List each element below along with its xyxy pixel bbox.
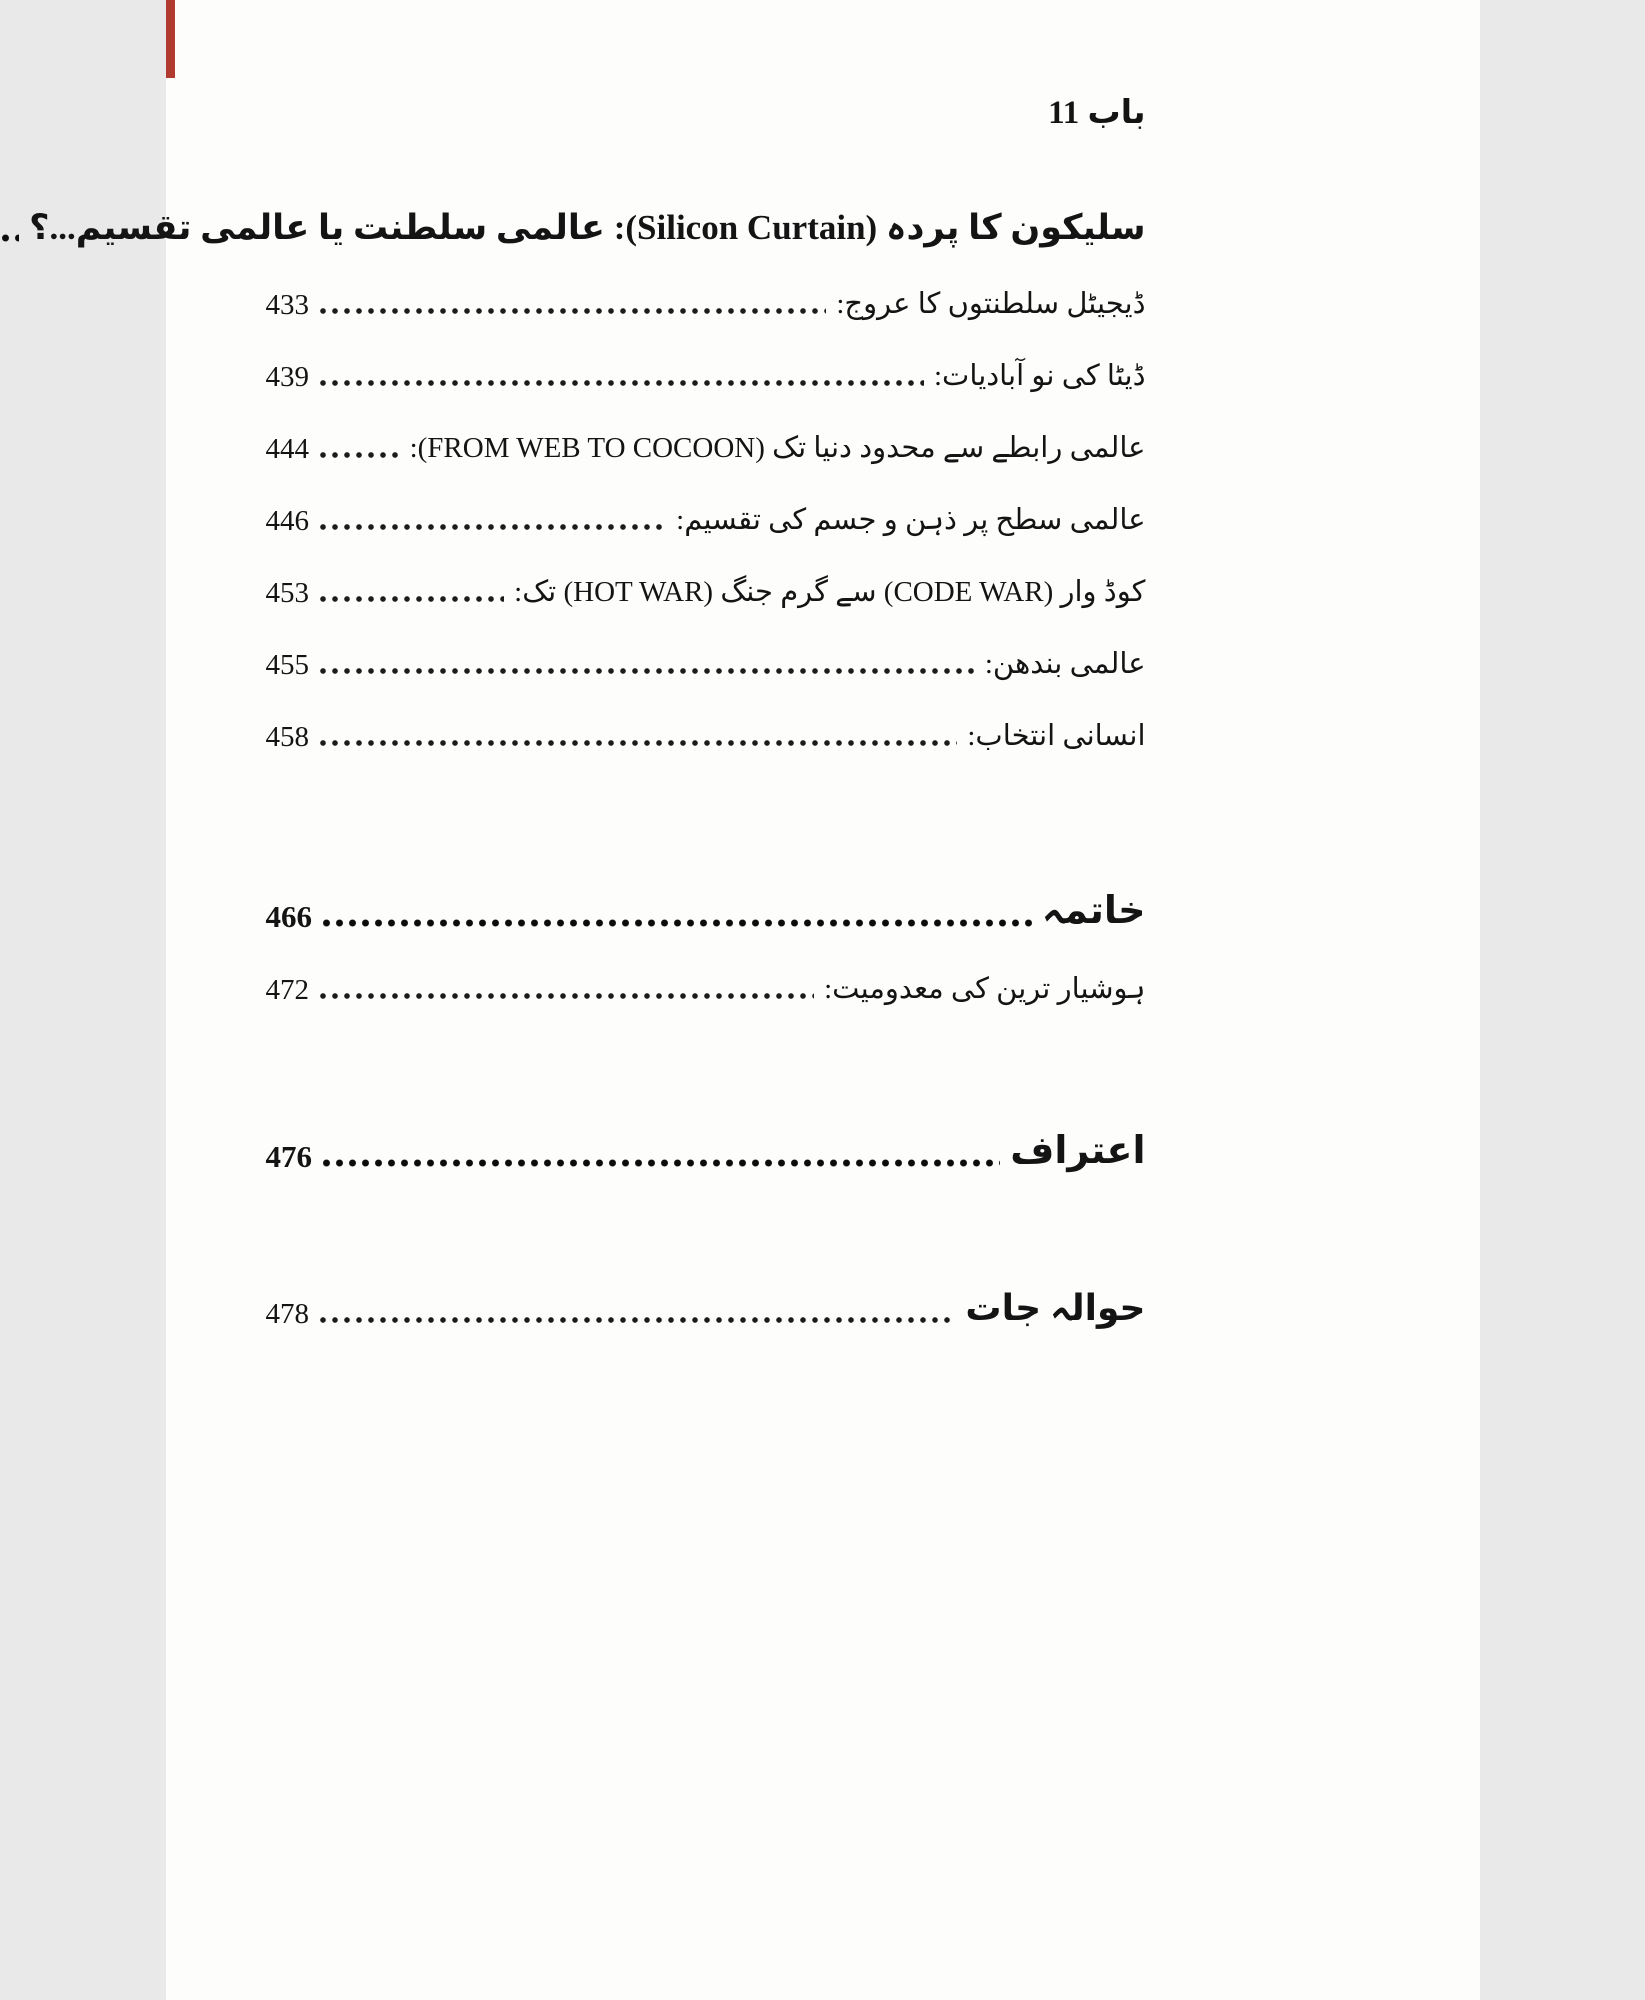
dotted-leader	[319, 992, 814, 1000]
dotted-leader	[322, 1159, 1000, 1168]
toc-entry-page-number: 453	[265, 576, 309, 609]
toc-entry-page-number: 455	[265, 648, 309, 681]
dotted-leader	[319, 451, 400, 459]
chapter-number-heading: باب 11	[1048, 95, 1146, 131]
dotted-leader	[319, 667, 975, 675]
toc-entry-title: ڈیٹا کی نو آبادیات:	[934, 359, 1146, 392]
scan-artifact-red-strip	[166, 0, 175, 78]
toc-entry-page-number: 472	[265, 973, 309, 1006]
dotted-leader	[319, 595, 504, 603]
toc-entry	[266, 1089, 1146, 1175]
toc-entry-title: انسانی انتخاب:	[967, 719, 1146, 752]
toc-entry	[266, 1245, 1146, 1331]
toc-entry-title: عالمی سطح پر ذہن و جسم کی تقسیم:	[676, 503, 1146, 536]
dotted-leader	[319, 307, 826, 315]
toc-entry	[266, 394, 1146, 466]
toc-entry-page-number: 466	[265, 899, 312, 935]
toc-entry	[266, 250, 1146, 322]
toc-entry-title: حوالہ جات	[965, 1288, 1146, 1328]
toc-entry	[29, 144, 1146, 250]
toc-entry-page-number: 476	[265, 1139, 312, 1175]
dotted-leader	[322, 919, 1032, 928]
toc-entry	[266, 935, 1146, 1007]
toc-entry-title: اعتراف	[1010, 1129, 1146, 1172]
toc-entry	[266, 322, 1146, 394]
toc-entry-page-number: 439	[265, 360, 309, 393]
toc-entry-title: عالمی بندھن:	[984, 647, 1146, 680]
dotted-leader	[319, 523, 666, 531]
dotted-leader	[319, 379, 924, 387]
toc-entry-title: ڈیجیٹل سلطنتوں کا عروج:	[836, 287, 1146, 320]
toc-entry-title: کوڈ وار (CODE WAR) سے گرم جنگ (HOT WAR) تک:	[514, 575, 1146, 608]
toc-entry-page-number: 478	[265, 1297, 309, 1330]
dotted-leader	[1, 234, 19, 243]
toc-entry-page-number: 446	[265, 504, 309, 537]
toc-entry	[266, 610, 1146, 682]
table-of-contents	[29, 92, 1146, 1331]
toc-entry-page-number: 433	[265, 288, 309, 321]
toc-entry	[266, 849, 1146, 935]
toc-entry-title: خاتمہ	[1041, 889, 1146, 932]
toc-list	[29, 144, 1146, 1331]
dotted-leader	[319, 739, 957, 747]
toc-entry-title: سلیکون کا پردہ (Silicon Curtain): عالمی سلطنت یا عالمی تقسیم...؟	[29, 208, 1146, 248]
toc-entry	[266, 466, 1146, 538]
document-page	[29, 0, 1480, 2000]
toc-entry-title: عالمی رابطے سے محدود دنیا تک (FROM WEB TO COCOON):	[409, 431, 1146, 464]
dotted-leader	[319, 1316, 955, 1324]
toc-entry-page-number: 444	[265, 432, 309, 465]
toc-entry	[266, 682, 1146, 754]
toc-entry-title: ہوشیار ترین کی معدومیت:	[824, 972, 1146, 1005]
toc-entry	[266, 538, 1146, 610]
toc-entry-page-number: 458	[265, 720, 309, 753]
